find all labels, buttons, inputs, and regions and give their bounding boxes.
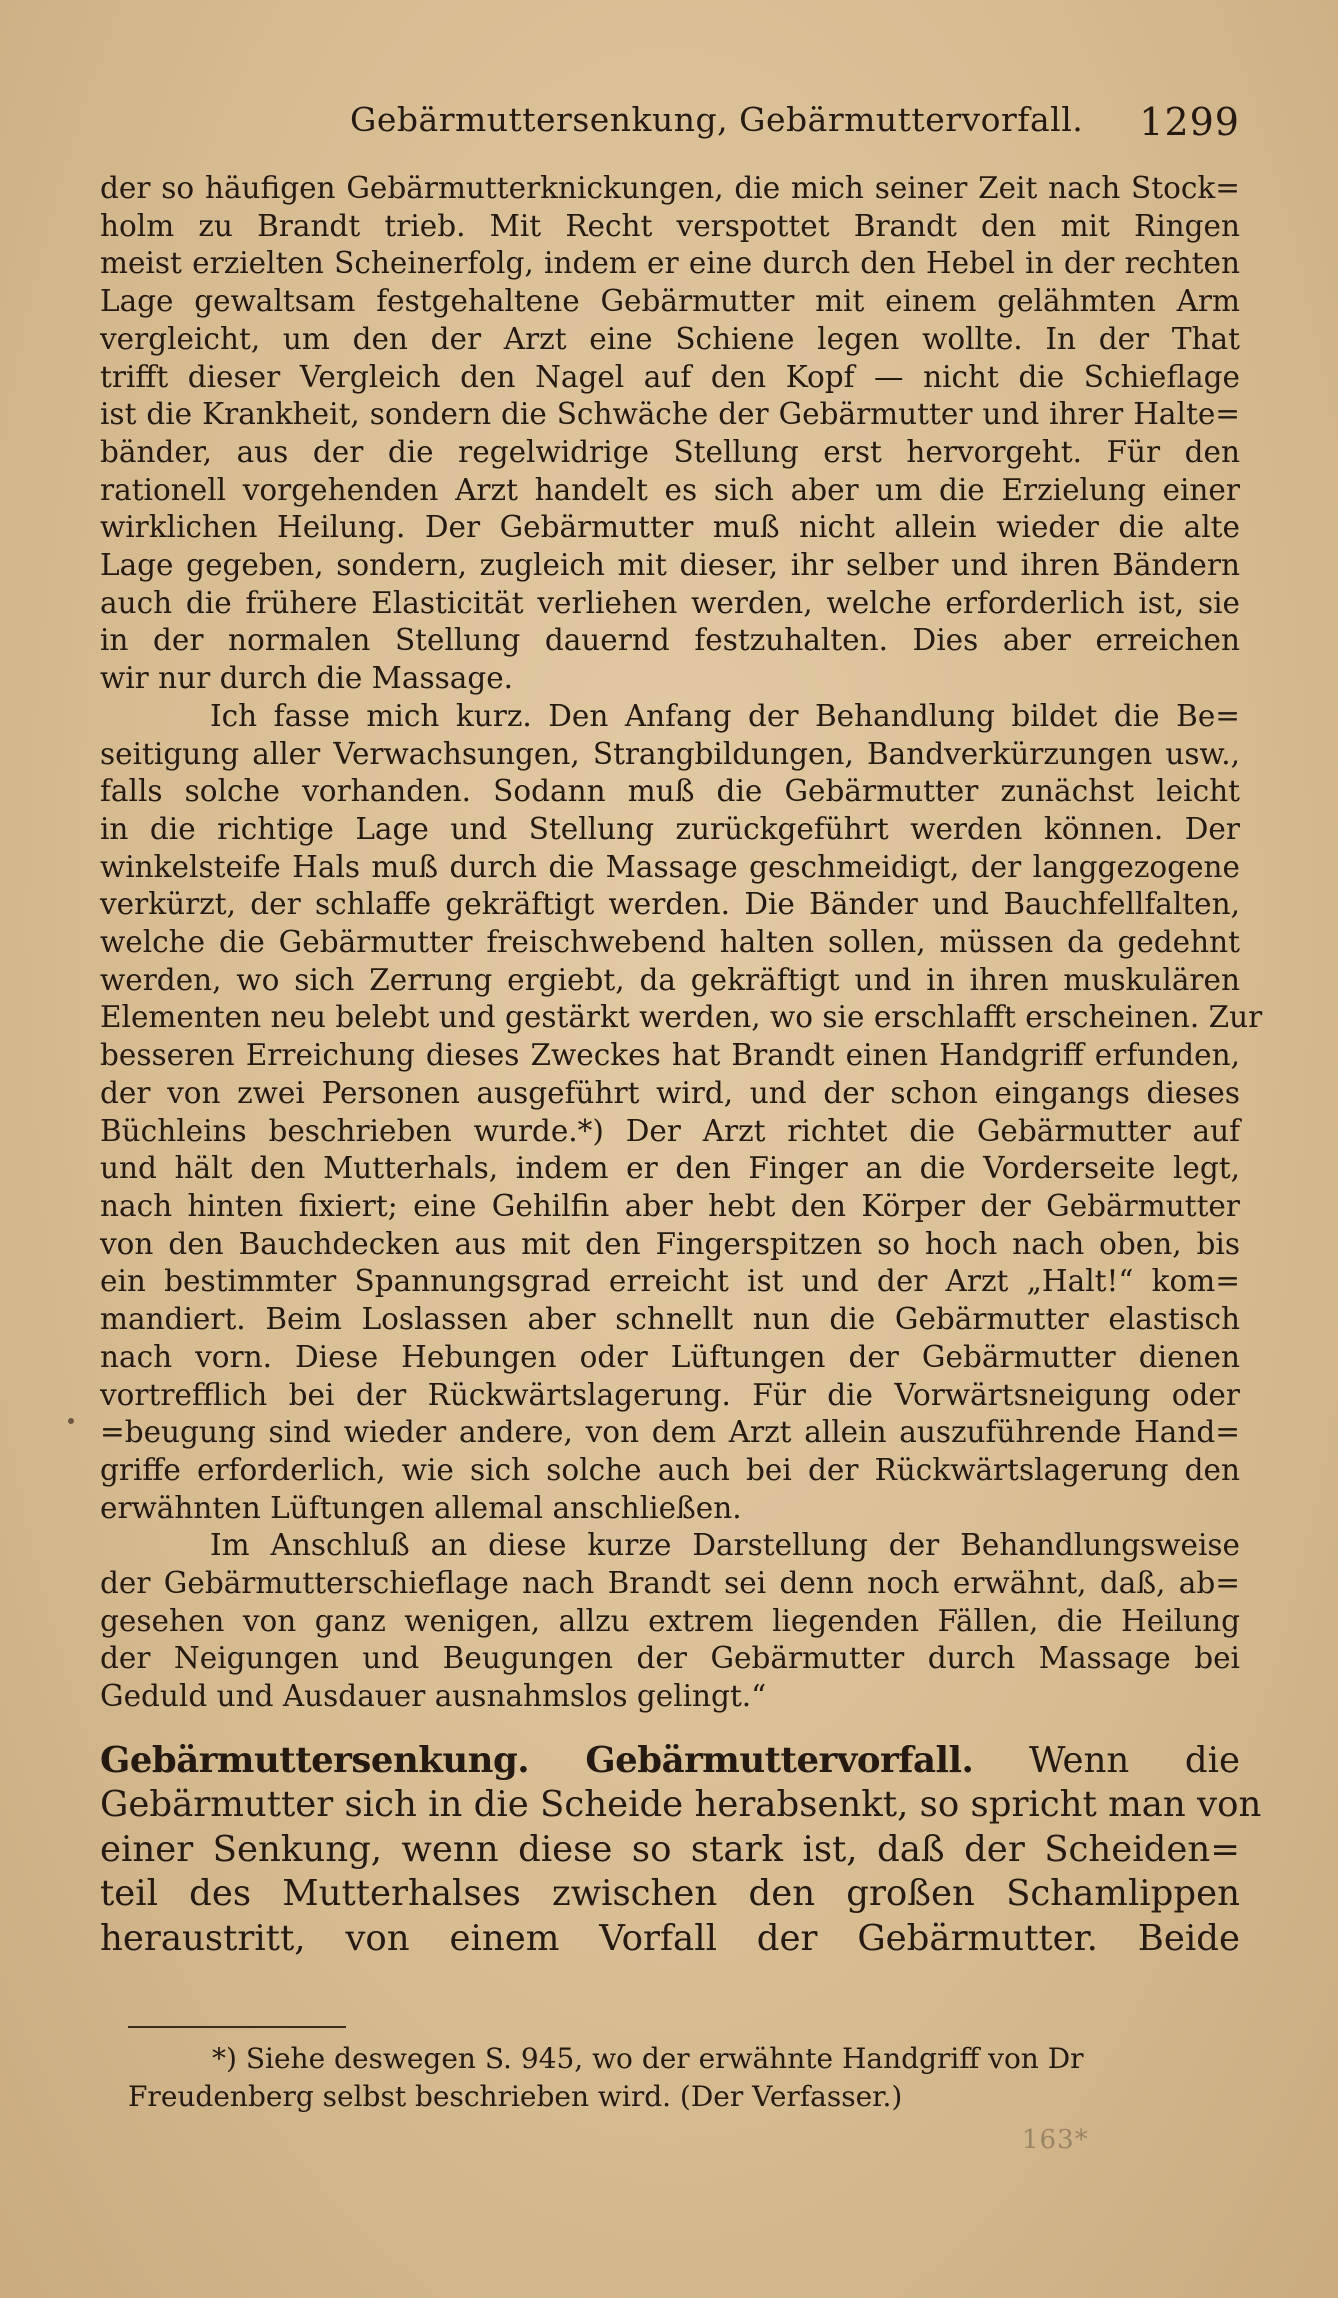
text-line: Lage gewaltsam festgehaltene Gebärmutter mit einem gelähmten Arm — [100, 284, 1240, 319]
running-title: Gebärmuttersenkung, Gebärmuttervorfall. — [350, 100, 1084, 139]
page-number: 1299 — [1139, 100, 1240, 144]
text-line: in die richtige Lage und Stellung zurückgeführt werden können. Der — [100, 811, 1240, 846]
text-line: mandiert. Beim Loslassen aber schnellt nun die Gebärmutter elastisch — [100, 1302, 1240, 1337]
footnote-line: Freudenberg selbst beschrieben wird. (Der Verfasser.) — [128, 2080, 903, 2113]
text-line: seitigung aller Verwachsungen, Strangbildungen, Bandverkürzungen usw., — [100, 736, 1240, 771]
body-text — [100, 170, 1263, 1716]
text-line: teil des Mutterhalses zwischen den großen Schamlippen — [100, 1873, 1240, 1915]
paragraph — [100, 698, 1263, 1527]
text-line: der von zwei Personen ausgeführt wird, und der schon eingangs dieses — [100, 1075, 1240, 1110]
text-line: in der normalen Stellung dauernd festzuhalten. Dies aber erreichen — [100, 623, 1240, 658]
running-head — [100, 100, 1240, 170]
text-line: besseren Erreichung dieses Zweckes hat Brandt einen Handgriff erfunden, — [100, 1038, 1240, 1073]
text-line: nach vorn. Diese Hebungen oder Lüftungen der Gebärmutter dienen — [100, 1339, 1240, 1374]
text-line: heraustritt, von einem Vorfall der Gebärmutter. Beide — [100, 1917, 1240, 1959]
text-line: Geduld und Ausdauer ausnahmslos gelingt.“ — [100, 1679, 767, 1714]
text-line: ein bestimmter Spannungsgrad erreicht ist und der Arzt „Halt!“ kom= — [100, 1264, 1240, 1299]
section-heading: Gebärmuttersenkung. Gebärmuttervorfall. — [100, 1739, 974, 1781]
text-line: und hält den Mutterhals, indem er den Finger an die Vorderseite legt, — [100, 1151, 1240, 1186]
text-line: bänder, aus der die regelwidrige Stellung erst hervorgeht. Für den — [100, 434, 1240, 469]
text-line: wir nur durch die Massage. — [100, 661, 514, 696]
text-line: verkürzt, der schlaffe gekräftigt werden. Die Bänder und Bauchfellfalten, — [100, 887, 1240, 922]
section-paragraph — [100, 1739, 1262, 1962]
text-line: winkelsteife Hals muß durch die Massage geschmeidigt, der langgezogene — [100, 849, 1240, 884]
paragraph — [100, 170, 1240, 698]
text-line: vergleicht, um den der Arzt eine Schiene legen wollte. In der That — [100, 321, 1240, 356]
text-line: meist erzielten Scheinerfolg, indem er eine durch den Hebel in der rechten — [100, 246, 1240, 281]
text-line: Gebärmutter sich in die Scheide herabsenkt, so spricht man von — [100, 1784, 1262, 1826]
footnote — [128, 2040, 1240, 2116]
text-line: erwähnten Lüftungen allemal anschließen. — [100, 1490, 742, 1525]
text-line: Elementen neu belebt und gestärkt werden, wo sie erschlafft erscheinen. Zur — [100, 1000, 1263, 1035]
text-line: ist die Krankheit, sondern die Schwäche der Gebärmutter und ihrer Halte= — [100, 397, 1240, 432]
text-line: nach hinten fixiert; eine Gehilfin aber hebt den Körper der Gebärmutter — [100, 1188, 1240, 1223]
paper-speck — [68, 1418, 74, 1424]
text-line: werden, wo sich Zerrung ergiebt, da gekräftigt und in ihren muskulären — [100, 962, 1240, 997]
footnote-line: *) Siehe deswegen S. 945, wo der erwähnte Handgriff von Dr — [212, 2042, 1084, 2075]
text-line: der Neigungen und Beugungen der Gebärmutter durch Massage bei — [100, 1641, 1240, 1676]
text-line: gesehen von ganz wenigen, allzu extrem liegenden Fällen, die Heilung — [100, 1603, 1240, 1638]
text-line: =beugung sind wieder andere, von dem Arzt allein auszuführende Hand= — [100, 1415, 1240, 1450]
text-line: welche die Gebärmutter freischwebend halten sollen, müssen da gedehnt — [100, 925, 1240, 960]
text-line: falls solche vorhanden. Sodann muß die Gebärmutter zunächst leicht — [100, 774, 1240, 809]
signature-mark: 163* — [1022, 2125, 1089, 2155]
text-line: Lage gegeben, sondern, zugleich mit dieser, ihr selber und ihren Bändern — [100, 548, 1240, 583]
text-line — [100, 1739, 1240, 1784]
text-line: einer Senkung, wenn diese so stark ist, daß der Scheiden= — [100, 1828, 1240, 1870]
book-page — [100, 100, 1263, 1961]
section-gebaermuttersenkung — [100, 1739, 1262, 1962]
text-line: auch die frühere Elasticität verliehen werden, welche erforderlich ist, sie — [100, 585, 1240, 620]
paragraph — [100, 1527, 1240, 1716]
text-line: holm zu Brandt trieb. Mit Recht verspottet Brandt den mit Ringen — [100, 208, 1240, 243]
text-line: trifft dieser Vergleich den Nagel auf den Kopf — nicht die Schieflage — [100, 359, 1240, 394]
text-line: Im Anschluß an diese kurze Darstellung der Behandlungsweise — [210, 1528, 1240, 1563]
text-line: der Gebärmutterschieflage nach Brandt sei denn noch erwähnt, daß, ab= — [100, 1566, 1240, 1601]
text-line: von den Bauchdecken aus mit den Fingerspitzen so hoch nach oben, bis — [100, 1226, 1240, 1261]
text-line: Büchleins beschrieben wurde.*) Der Arzt richtet die Gebärmutter auf — [100, 1113, 1240, 1148]
footnote-rule — [128, 2026, 346, 2028]
text-line: wirklichen Heilung. Der Gebärmutter muß nicht allein wieder die alte — [100, 510, 1240, 545]
text-line: rationell vorgehenden Arzt handelt es sich aber um die Erzielung einer — [100, 472, 1240, 507]
text-line: der so häufigen Gebärmutterknickungen, die mich seiner Zeit nach Stock= — [100, 171, 1240, 205]
text-line: Ich fasse mich kurz. Den Anfang der Behandlung bildet die Be= — [210, 698, 1240, 733]
section-text: Wenn die — [1028, 1739, 1240, 1781]
text-line: griffe erforderlich, wie sich solche auch bei der Rückwärtslagerung den — [100, 1452, 1240, 1487]
text-line: vortrefflich bei der Rückwärtslagerung. Für die Vorwärtsneigung oder — [100, 1377, 1240, 1412]
